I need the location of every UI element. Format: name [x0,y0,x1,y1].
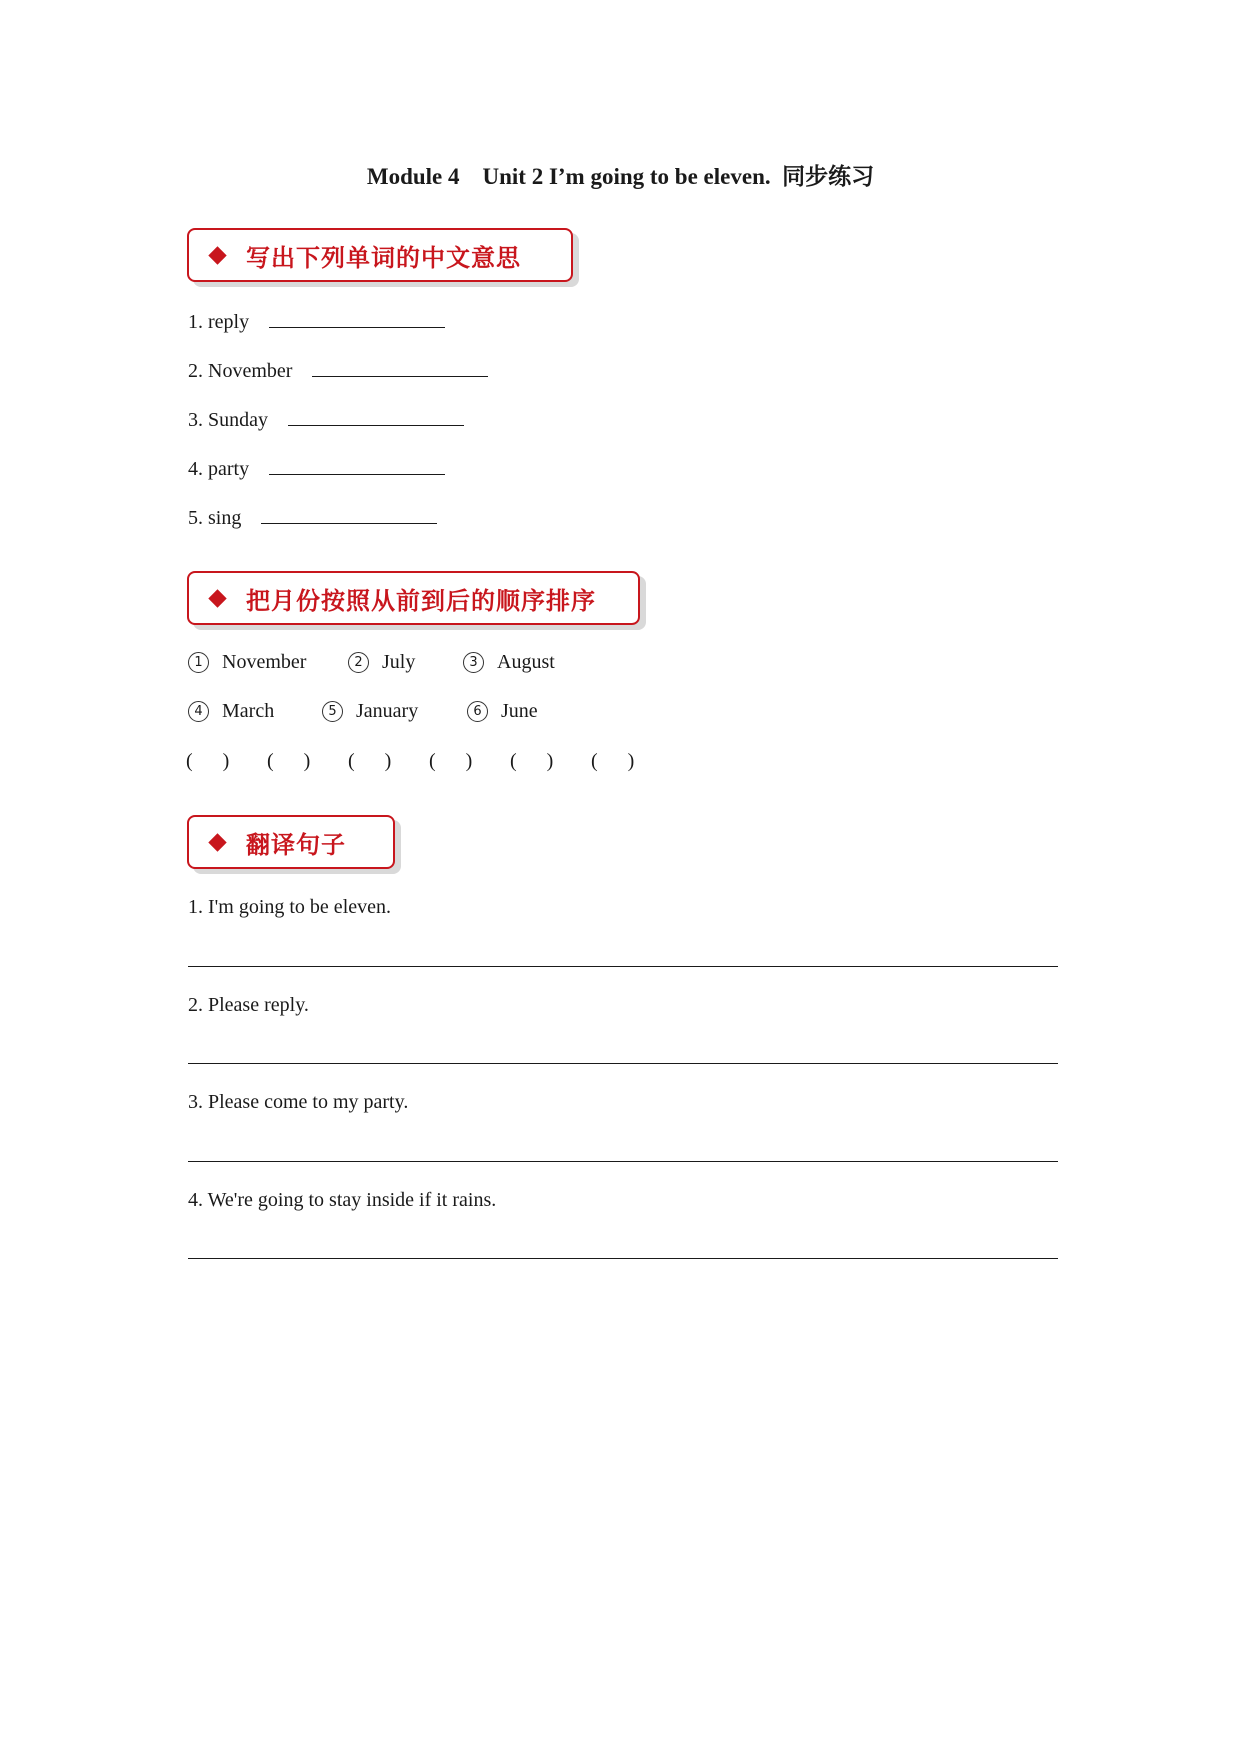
answer-blank[interactable] [261,505,437,524]
month-item: 4 March [188,700,295,723]
vocab-item: 4. party [188,456,445,481]
circled-number: 2 [348,652,369,673]
circled-number: 4 [188,701,209,722]
order-blank[interactable]: ( ) [348,750,392,772]
months-row [188,700,578,723]
order-blank[interactable]: ( ) [591,750,635,772]
order-blank[interactable]: ( ) [267,750,311,772]
section-header-translate [187,815,395,869]
month-item: 6 June [467,700,538,723]
order-blank[interactable]: ( ) [186,750,230,772]
section-label: 翻译句子 [246,830,346,859]
order-blank[interactable]: ( ) [429,750,473,772]
answer-blank[interactable] [269,309,445,328]
order-blank[interactable]: ( ) [510,750,554,772]
diamond-icon [208,833,226,851]
month-item: 3 August [463,651,555,674]
month-item: 5 January [322,700,440,723]
answer-blank[interactable] [312,358,488,377]
month-item: 2 July [348,651,436,674]
section-header-vocab [187,228,573,282]
circled-number: 3 [463,652,484,673]
sentence-prompt: 3. Please come to my party. [188,1091,409,1113]
section-header-months [187,571,640,625]
answer-line[interactable] [188,1161,1058,1162]
sentence-prompt: 2. Please reply. [188,994,309,1016]
answer-blank[interactable] [288,407,464,426]
circled-number: 6 [467,701,488,722]
section-label: 写出下列单词的中文意思 [246,243,521,272]
sentence-prompt: 1. I'm going to be eleven. [188,896,391,918]
answer-line[interactable] [188,1258,1058,1259]
answer-line[interactable] [188,966,1058,967]
circled-number: 5 [322,701,343,722]
vocab-item: 3. Sunday [188,407,464,432]
month-item: 1 November [188,651,321,674]
circled-number: 1 [188,652,209,673]
vocab-item: 5. sing [188,505,437,530]
months-row [188,651,595,674]
vocab-item: 2. November [188,358,488,383]
answer-blank[interactable] [269,456,445,475]
diamond-icon [208,589,226,607]
answer-line[interactable] [188,1063,1058,1064]
sentence-prompt: 4. We're going to stay inside if it rains. [188,1189,497,1211]
page-title: Module 4 Unit 2 I’m going to be eleven. 同步练习 [366,164,875,189]
order-answer-row [186,750,672,773]
diamond-icon [208,246,226,264]
section-label: 把月份按照从前到后的顺序排序 [246,586,596,615]
vocab-item: 1. reply [188,309,445,334]
